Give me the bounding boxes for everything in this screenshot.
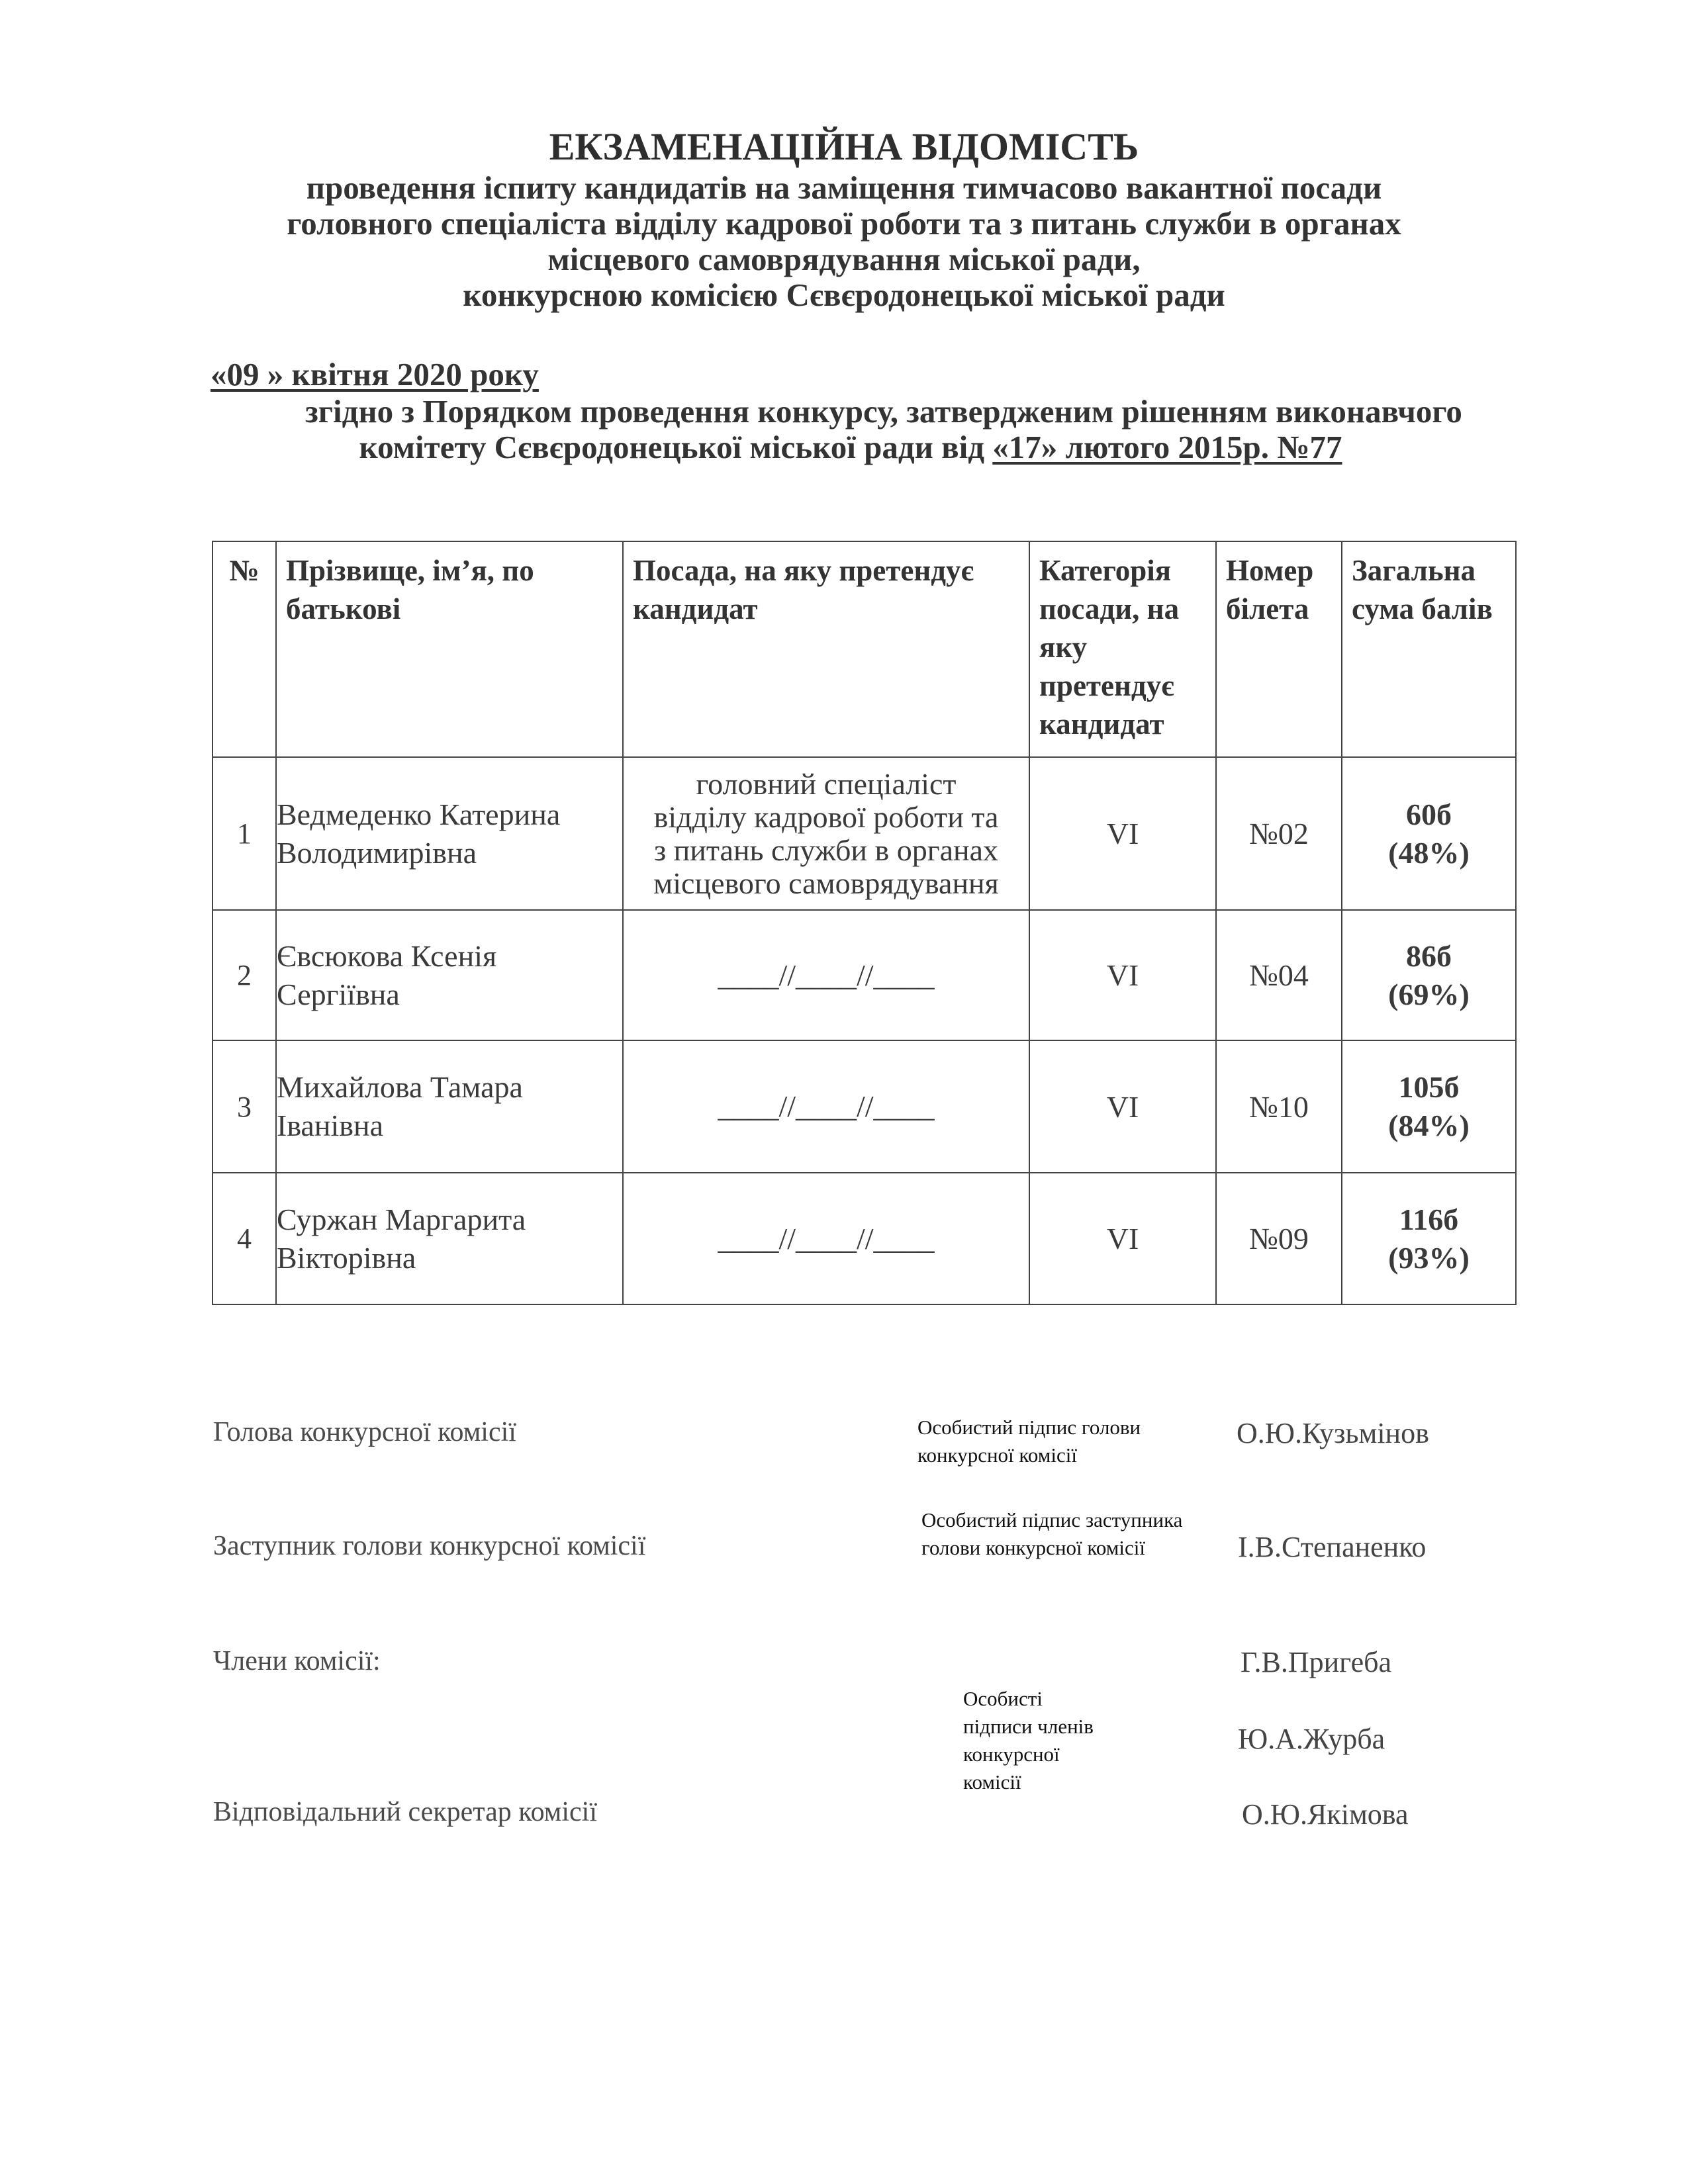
table-header-row: [212, 541, 1516, 757]
exam-date: «09 » квітня 2020 року: [211, 356, 539, 392]
deputy-note-line-2: голови конкурсної комісії: [921, 1536, 1146, 1559]
members-note-line-3: конкурсної: [963, 1743, 1060, 1766]
score-percent: (93%): [1388, 1240, 1470, 1275]
chair-note-line-1: Особистий підпис голови: [917, 1416, 1141, 1439]
row-number: 1: [212, 757, 276, 910]
candidate-name-line-2: Сергіївна: [277, 977, 400, 1011]
candidate-name: [276, 1173, 623, 1304]
total-score: [1342, 1040, 1516, 1173]
position-line: з питань служби в органах: [653, 833, 999, 867]
subtitle-line-4: конкурсною комісією Сєвєродонецької міської ради: [463, 277, 1225, 313]
secretary-name: О.Ю.Якімова: [1242, 1798, 1409, 1831]
candidate-name-line-2: Іванівна: [277, 1109, 383, 1142]
members-signature-note: [963, 1685, 1094, 1796]
candidate-name: [276, 757, 623, 910]
column-header-full-name: Прізвище, ім’я, по батькові: [276, 541, 623, 757]
column-header-position: Посада, на яку претендує кандидат: [623, 541, 1029, 757]
members-role-label: Члени комісії:: [213, 1646, 381, 1676]
score-points: 105б: [1398, 1070, 1460, 1104]
secretary-role-label: Відповідальний секретар комісії: [213, 1797, 598, 1827]
column-header-category: Категорія посади, на яку претендує кандидат: [1029, 541, 1216, 757]
column-header-ticket-number: Номер білета: [1216, 541, 1342, 757]
subtitle-line-1: проведення іспиту кандидатів на заміщення тимчасово вакантної посади: [306, 169, 1382, 206]
position-category: VI: [1029, 1173, 1216, 1304]
position-category: VI: [1029, 910, 1216, 1040]
table-row: [212, 1040, 1516, 1173]
document-title: ЕКЗАМЕНАЦІЙНА ВІДОМІСТЬ: [549, 125, 1139, 168]
row-number: 4: [212, 1173, 276, 1304]
deputy-note-line-1: Особистий підпис заступника: [921, 1508, 1183, 1531]
members-note-line-2: підписи членів: [963, 1715, 1094, 1738]
score-percent: (69%): [1388, 977, 1470, 1011]
total-score: [1342, 1173, 1516, 1304]
score-points: 60б: [1406, 797, 1452, 831]
ticket-number: №10: [1216, 1040, 1342, 1173]
basis-line-2-text: комітету Сєвєродонецької міської ради від: [359, 429, 993, 465]
exam-results-table: [212, 541, 1517, 1305]
position-category: VI: [1029, 757, 1216, 910]
position-category: VI: [1029, 1040, 1216, 1173]
candidate-name: [276, 1040, 623, 1173]
decision-reference: «17» лютого 2015р. №77: [992, 429, 1342, 465]
candidate-name-line-1: Суржан Маргарита: [277, 1202, 526, 1236]
members-note-line-1: Особисті: [963, 1687, 1043, 1710]
candidate-position: [623, 757, 1029, 910]
deputy-role-label: Заступник голови конкурсної комісії: [213, 1531, 646, 1561]
candidate-name-line-2: Вікторівна: [277, 1240, 416, 1275]
basis-line-2: [7, 429, 1688, 466]
column-header-number: №: [212, 541, 276, 757]
candidate-position-ditto: ____//____//____: [623, 1173, 1029, 1304]
position-line: місцевого самоврядування: [653, 866, 999, 900]
score-points: 86б: [1406, 938, 1452, 973]
ticket-number: №04: [1216, 910, 1342, 1040]
total-score: [1342, 910, 1516, 1040]
candidate-position-ditto: ____//____//____: [623, 1040, 1029, 1173]
chair-role-label: Голова конкурсної комісії: [213, 1417, 516, 1447]
position-line: відділу кадрової роботи та: [653, 799, 999, 834]
candidate-name-line-1: Євсюкова Ксенія: [277, 938, 497, 973]
chair-name: О.Ю.Кузьмінов: [1237, 1417, 1429, 1449]
chair-signature-note: [917, 1414, 1141, 1469]
candidate-name: [276, 910, 623, 1040]
column-header-total-score: Загальна сума балів: [1342, 541, 1516, 757]
member-name-2: Ю.А.Журба: [1238, 1723, 1385, 1755]
score-percent: (48%): [1388, 835, 1470, 870]
score-points: 116б: [1399, 1202, 1459, 1236]
subtitle-line-3: місцевого самоврядування міської ради,: [547, 241, 1141, 277]
table-row: [212, 1173, 1516, 1304]
member-name-1: Г.В.Пригеба: [1241, 1646, 1392, 1678]
ticket-number: №02: [1216, 757, 1342, 910]
candidate-name-line-1: Ведмеденко Катерина: [277, 797, 561, 831]
row-number: 3: [212, 1040, 276, 1173]
table-row: [212, 910, 1516, 1040]
position-line: головний спеціаліст: [696, 766, 957, 801]
total-score: [1342, 757, 1516, 910]
deputy-signature-note: [921, 1506, 1182, 1562]
basis-line-1: згідно з Порядком проведення конкурсу, затвердженим рішенням виконавчого: [305, 393, 1462, 430]
deputy-name: І.В.Степаненко: [1238, 1531, 1427, 1563]
candidate-name-line-1: Михайлова Тамара: [277, 1070, 523, 1104]
score-percent: (84%): [1388, 1109, 1470, 1142]
table-row: [212, 757, 1516, 910]
subtitle-line-2: головного спеціаліста відділу кадрової роботи та з питань служби в органах: [287, 205, 1401, 242]
candidate-position-ditto: ____//____//____: [623, 910, 1029, 1040]
chair-note-line-2: конкурсної комісії: [917, 1443, 1078, 1467]
candidate-name-line-2: Володимирівна: [277, 835, 477, 870]
ticket-number: №09: [1216, 1173, 1342, 1304]
members-note-line-4: комісії: [963, 1770, 1021, 1794]
row-number: 2: [212, 910, 276, 1040]
